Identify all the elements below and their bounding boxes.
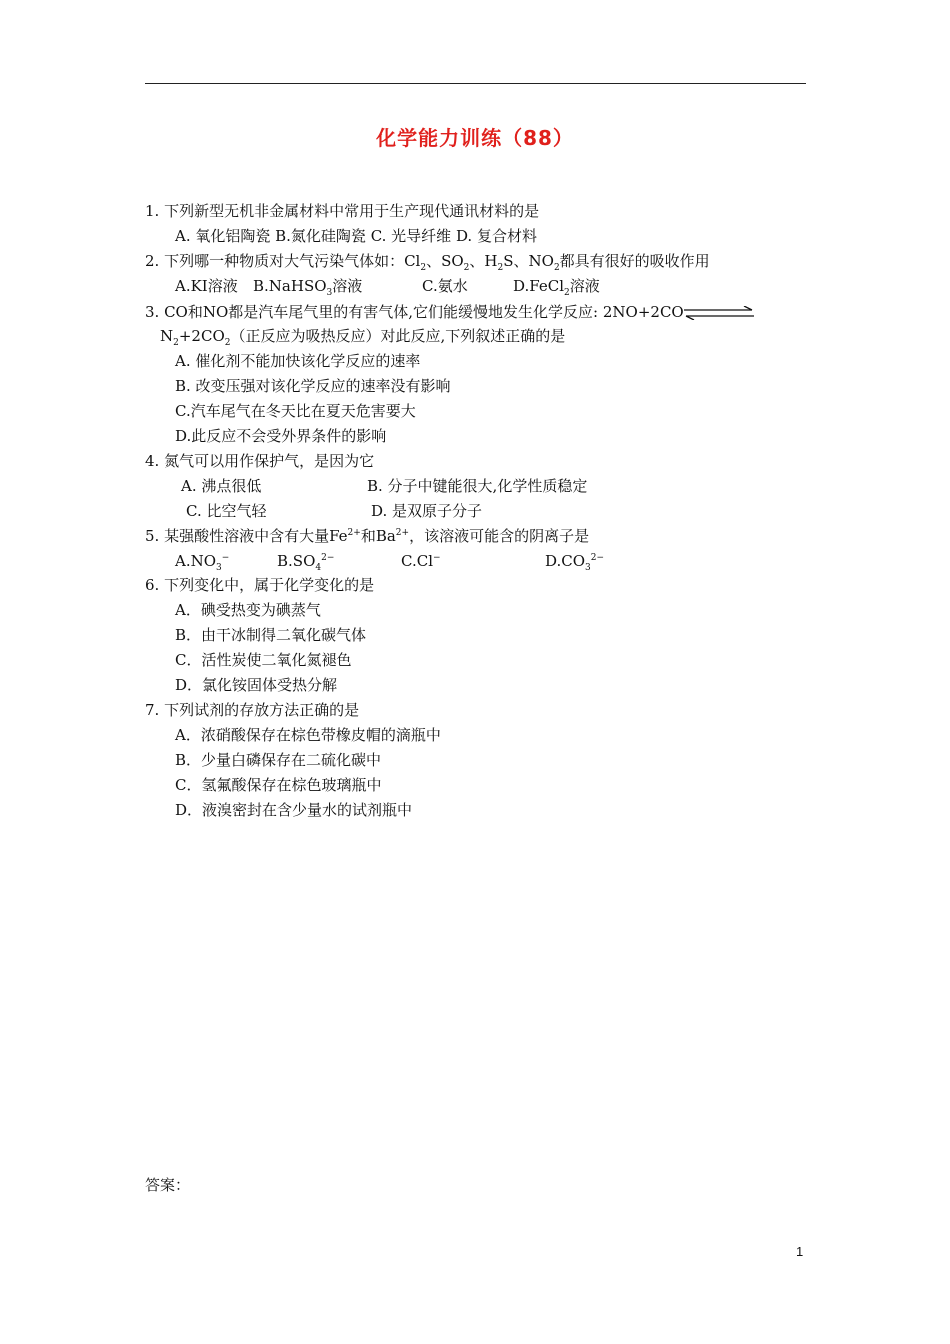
- question-2-option-a: A.KI溶液: [175, 277, 238, 295]
- page-number: 1: [796, 1244, 804, 1259]
- question-4-option-c: C. 比空气轻: [186, 502, 267, 520]
- question-2-option-d: D.FeCl$_2$溶液: [513, 277, 600, 298]
- question-6-option-a: A．碘受热变为碘蒸气: [175, 601, 321, 619]
- question-1-stem: 1. 下列新型无机非金属材料中常用于生产现代通讯材料的是: [145, 202, 540, 220]
- header-rule: [145, 83, 806, 84]
- question-4-stem: 4. 氮气可以用作保护气，是因为它: [145, 452, 375, 470]
- question-5-option-d: $D.CO_3^{2-}$: [545, 552, 605, 573]
- question-4-option-d: D. 是双原子分子: [371, 502, 483, 520]
- question-5-option-a: $A.NO_3^-$: [175, 552, 230, 573]
- question-7-option-a: A．浓硝酸保存在棕色带橡皮帽的滴瓶中: [175, 726, 441, 744]
- question-3-stem-line-2: $N_2+2CO_2$（正反应为吸热反应）对此反应,下列叙述正确的是: [160, 327, 566, 348]
- question-6-stem: 6. 下列变化中，属于化学变化的是: [145, 576, 375, 594]
- question-5-option-b: $B.SO_4^{2-}$: [277, 552, 335, 573]
- question-6-option-c: C．活性炭使二氧化氮褪色: [175, 651, 352, 669]
- question-2-option-b: B.NaHSO$_3$溶液: [253, 277, 363, 298]
- question-5-stem: 5. 某强酸性溶液中含有大量$Fe^{2+}$和$Ba^{2+}$，该溶液可能含的阴离子是: [145, 527, 590, 545]
- question-7-option-b: B．少量白磷保存在二硫化碳中: [175, 751, 382, 769]
- question-7-option-d: D．液溴密封在含少量水的试剂瓶中: [175, 801, 413, 819]
- question-2-stem: 2. 下列哪一种物质对大气污染气体如：$Cl_2$、$SO_2$、$H_2S$、$NO_2$都具有很好的吸收作用: [145, 252, 710, 273]
- answer-label: 答案：: [145, 1176, 191, 1194]
- question-4-option-a: A. 沸点很低: [181, 477, 262, 495]
- question-7-stem: 7. 下列试剂的存放方法正确的是: [145, 701, 360, 719]
- equilibrium-arrow-icon: [684, 306, 754, 320]
- question-4-option-b: B. 分子中键能很大,化学性质稳定: [367, 477, 588, 495]
- question-6-option-b: B．由干冰制得二氧化碳气体: [175, 626, 367, 644]
- question-3-stem-line-1: 3. CO和NO都是汽车尾气里的有害气体,它们能缓慢地发生化学反应: 2NO+2CO: [145, 302, 754, 322]
- question-6-option-d: D．氯化铵固体受热分解: [175, 676, 338, 694]
- question-3-option-d: D.此反应不会受外界条件的影响: [175, 427, 387, 445]
- question-3-option-c: C.汽车尾气在冬天比在夏天危害要大: [175, 402, 416, 420]
- question-3-option-a: A. 催化剂不能加快该化学反应的速率: [175, 352, 421, 370]
- question-2-option-c: C.氨水: [422, 277, 468, 295]
- question-5-option-c: C.Cl−: [401, 552, 441, 570]
- page-title: 化学能力训练（88）: [376, 126, 574, 150]
- question-7-option-c: C．氢氟酸保存在棕色玻璃瓶中: [175, 776, 382, 794]
- question-3-option-b: B. 改变压强对该化学反应的速率没有影响: [175, 377, 451, 395]
- question-1-options: A. 氧化铝陶瓷 B.氮化硅陶瓷 C. 光导纤维 D. 复合材料: [175, 227, 537, 245]
